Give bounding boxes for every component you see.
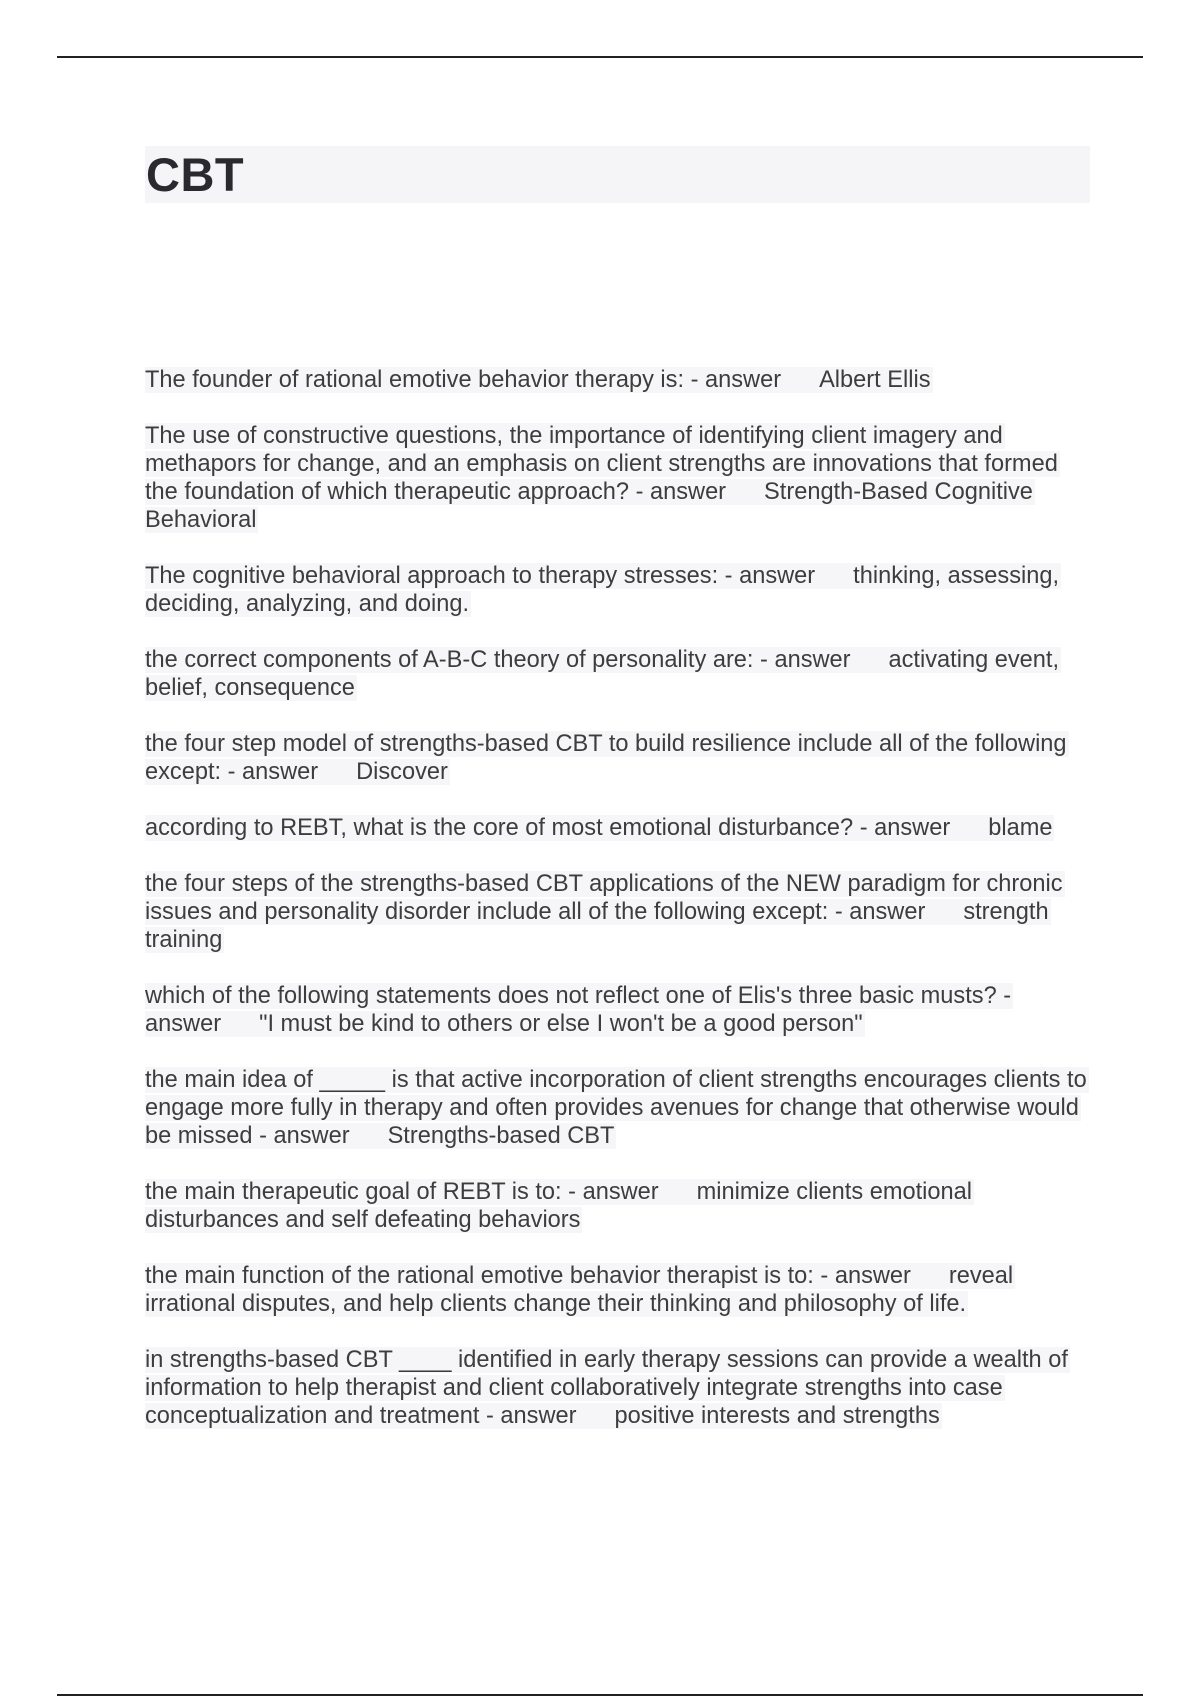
question-text: The founder of rational emotive behavior therapy is: - answer: [145, 367, 782, 393]
qa-item: [145, 422, 1090, 534]
question-text: the main therapeutic goal of REBT is to: - answer: [145, 1179, 659, 1205]
qa-item: [145, 646, 1090, 702]
answer-text: Strengths-based CBT: [387, 1123, 615, 1149]
question-text: the four steps of the strengths-based CBT applications of the NEW paradigm for chronic issues and personality disorder include all of the following except: - answer: [145, 871, 1063, 925]
qa-item: [145, 562, 1090, 618]
answer-text: blame: [988, 815, 1053, 841]
answer-text: activating event, belief, consequence: [145, 647, 1060, 701]
answer-text: minimize clients emotional disturbances and self defeating behaviors: [145, 1179, 973, 1233]
answer-text: Albert Ellis: [819, 367, 931, 393]
top-divider: [57, 56, 1143, 58]
qa-list: [145, 366, 1090, 1458]
question-text: the main idea of _____ is that active incorporation of client strengths encourages clients to engage more fully in therapy and often provides avenues for change that otherwise would be missed - answer: [145, 1067, 1087, 1149]
qa-item: [145, 1262, 1090, 1318]
qa-item: [145, 366, 1090, 394]
answer-text: "I must be kind to others or else I won't be a good person": [259, 1011, 863, 1037]
page-title: CBT: [146, 148, 245, 201]
qa-item: [145, 1178, 1090, 1234]
qa-item: [145, 730, 1090, 786]
answer-text: reveal irrational disputes, and help clients change their thinking and philosophy of life.: [145, 1263, 1014, 1317]
answer-text: thinking, assessing, deciding, analyzing, and doing.: [145, 563, 1060, 617]
question-text: according to REBT, what is the core of most emotional disturbance? - answer: [145, 815, 951, 841]
answer-text: positive interests and strengths: [614, 1403, 940, 1429]
title-highlight: [145, 146, 1090, 203]
question-text: in strengths-based CBT ____ identified in early therapy sessions can provide a wealth of information to help therapist and client collaboratively integrate strengths into case conceptualization and treatment - answer: [145, 1347, 1068, 1429]
question-text: The use of constructive questions, the importance of identifying client imagery and methapors for change, and an emphasis on client strengths are innovations that formed the foundation of which therapeutic approach? - answer: [145, 423, 1058, 505]
answer-text: Strength-Based Cognitive Behavioral: [145, 479, 1033, 533]
question-text: the main function of the rational emotive behavior therapist is to: - answer: [145, 1263, 911, 1289]
answer-text: Discover: [356, 759, 448, 785]
question-text: which of the following statements does not reflect one of Elis's three basic musts? - answer: [145, 983, 1012, 1037]
qa-item: [145, 870, 1090, 954]
question-text: the four step model of strengths-based CBT to build resilience include all of the following except: - answer: [145, 731, 1067, 785]
qa-item: [145, 982, 1090, 1038]
qa-item: [145, 1346, 1090, 1430]
question-text: The cognitive behavioral approach to therapy stresses: - answer: [145, 563, 816, 589]
qa-item: [145, 814, 1090, 842]
bottom-divider: [57, 1694, 1143, 1696]
qa-item: [145, 1066, 1090, 1150]
answer-text: strength training: [145, 899, 1049, 953]
question-text: the correct components of A-B-C theory of personality are: - answer: [145, 647, 851, 673]
